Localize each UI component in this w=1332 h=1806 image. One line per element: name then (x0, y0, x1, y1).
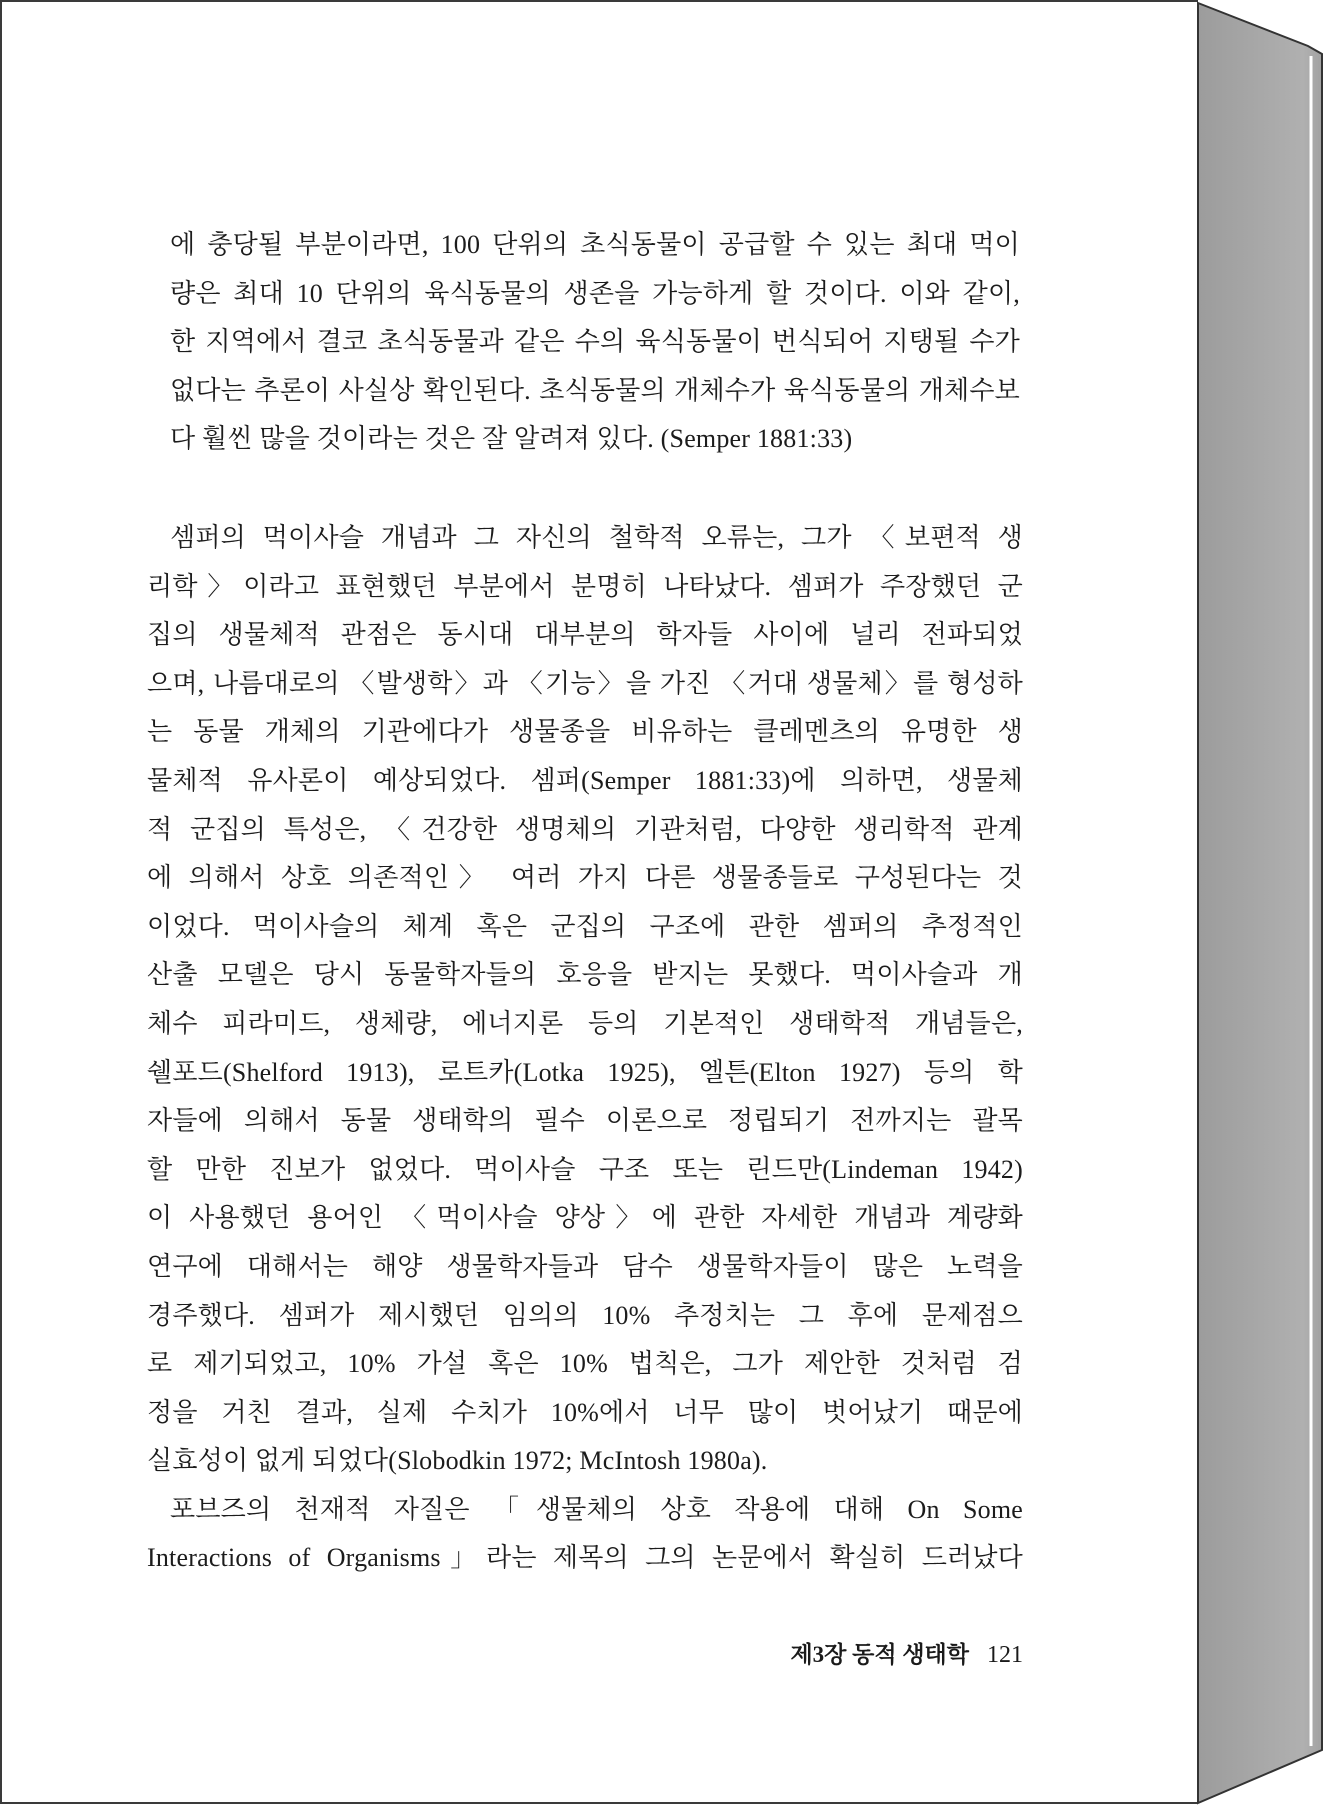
text-line: 할 만한 진보가 없었다. 먹이사슬 구조 또는 린드만(Lindeman 1942) (147, 1154, 1023, 1184)
quoted-passage (170, 221, 1020, 464)
text-line: 경주했다. 셈퍼가 제시했던 임의의 10% 추정치는 그 후에 문제점으 (147, 1300, 1023, 1330)
text-line: 체수 피라미드, 생체량, 에너지론 등의 기본적인 생태학적 개념들은, (147, 1008, 1023, 1038)
text-line: 집의 생물체적 관점은 동시대 대부분의 학자들 사이에 널리 전파되었 (147, 620, 1023, 650)
text-line: 포브즈의 천재적 자질은 「생물체의 상호 작용에 대해 On Some (170, 1494, 1023, 1524)
text-line: 실효성이 없게 되었다(Slobodkin 1972; McIntosh 1980a). (147, 1446, 768, 1476)
text-line: 는 동물 개체의 기관에다가 생물종을 비유하는 클레멘츠의 유명한 생 (147, 717, 1023, 747)
page-number: 121 (987, 1642, 1023, 1668)
body-text (147, 514, 1023, 1583)
text-line: 셈퍼의 먹이사슬 개념과 그 자신의 철학적 오류는, 그가 〈보편적 생 (170, 523, 1023, 552)
text-line: Interactions of Organisms」라는 제목의 그의 논문에서 확실히 드러났다 (147, 1543, 1023, 1573)
paragraph-semper (147, 514, 1023, 1486)
text-line: 산출 모델은 당시 동물학자들의 호응을 받지는 못했다. 먹이사슬과 개 (147, 960, 1023, 990)
text-line: 에 의해서 상호 의존적인〉 여러 가지 다른 생물종들로 구성된다는 것 (147, 863, 1023, 893)
text-line: 자들에 의해서 동물 생태학의 필수 이론으로 정립되기 전까지는 괄목 (147, 1106, 1023, 1136)
text-line: 이었다. 먹이사슬의 체계 혹은 군집의 구조에 관한 셈퍼의 추정적인 (147, 911, 1023, 941)
paragraph-forbes (147, 1486, 1023, 1583)
page-stack-edge (1198, 3, 1322, 1803)
quote-line: 에 충당될 부분이라면, 100 단위의 초식동물이 공급할 수 있는 최대 먹이 (170, 230, 1020, 259)
text-line: 로 제기되었고, 10% 가설 혹은 10% 법칙은, 그가 제안한 것처럼 검 (147, 1349, 1023, 1379)
text-line: 으며, 나름대로의 〈발생학〉과 〈기능〉을 가진 〈거대 생물체〉를 형성하 (147, 668, 1023, 698)
text-line: 리학〉이라고 표현했던 부분에서 분명히 나타났다. 셈퍼가 주장했던 군 (147, 571, 1023, 601)
quote-line: 한 지역에서 결코 초식동물과 같은 수의 육식동물이 번식되어 지탱될 수가 (170, 327, 1020, 357)
text-line: 이 사용했던 용어인 〈먹이사슬 양상〉에 관한 자세한 개념과 계량화 (147, 1203, 1023, 1233)
page-footer (790, 1638, 1023, 1672)
quote-line-citation: 다 훨씬 많을 것이라는 것은 잘 알려져 있다. (Semper 1881:33) (170, 424, 853, 454)
text-line: 적 군집의 특성은, 〈건강한 생명체의 기관처럼, 다양한 생리학적 관계 (147, 814, 1023, 844)
text-line: 정을 거친 결과, 실제 수치가 10%에서 너무 많이 벗어났기 때문에 (147, 1397, 1023, 1427)
text-line: 물체적 유사론이 예상되었다. 셈퍼(Semper 1881:33)에 의하면, 생물체 (147, 765, 1023, 795)
quote-line: 량은 최대 10 단위의 육식동물의 생존을 가능하게 할 것이다. 이와 같이, (170, 278, 1020, 308)
text-line: 쉘포드(Shelford 1913), 로트카(Lotka 1925), 엘튼(Elton 1927) 등의 학 (147, 1057, 1023, 1087)
quote-line: 없다는 추론이 사실상 확인된다. 초식동물의 개체수가 육식동물의 개체수보 (170, 375, 1020, 405)
text-line: 연구에 대해서는 해양 생물학자들과 담수 생물학자들이 많은 노력을 (147, 1251, 1023, 1281)
running-chapter-title: 제3장 동적 생태학 (790, 1642, 969, 1667)
